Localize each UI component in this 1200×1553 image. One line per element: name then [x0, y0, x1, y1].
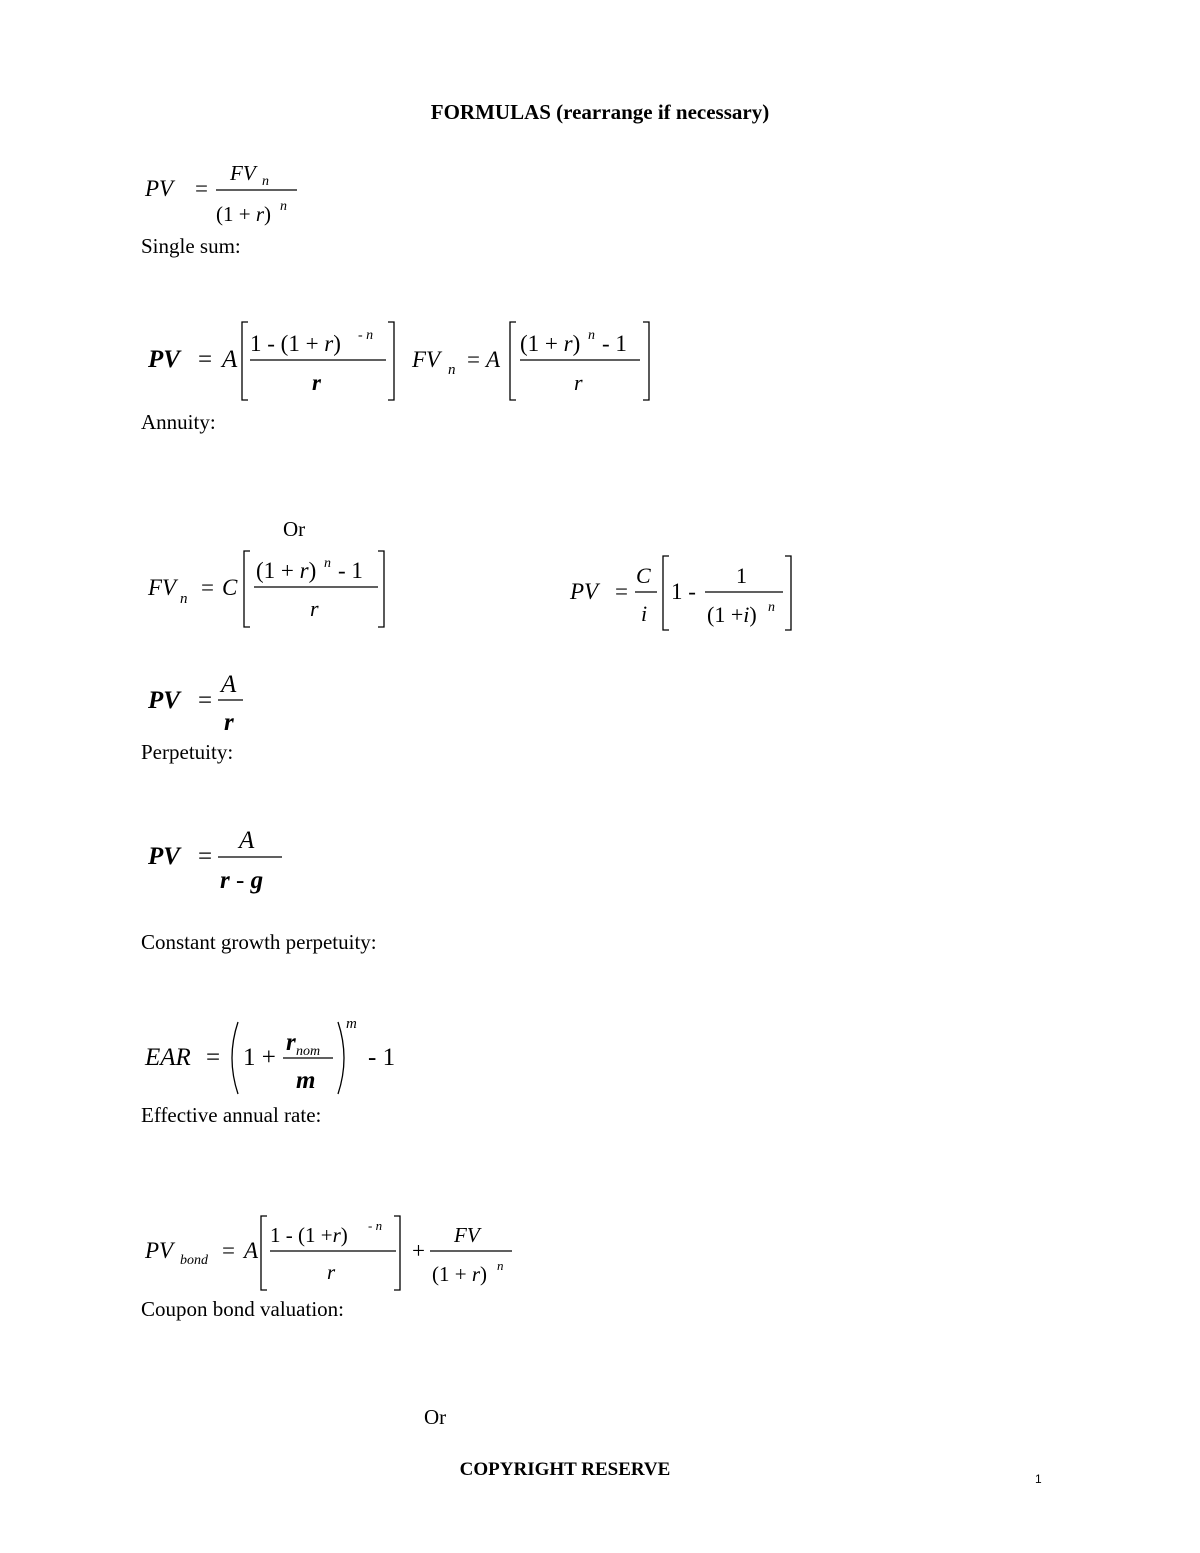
svg-text:1 - (1 + r): 1 - (1 + r): [250, 331, 341, 356]
svg-text:n: n: [588, 328, 595, 343]
formula-ear: [140, 1010, 415, 1105]
svg-text:m: m: [296, 1067, 316, 1094]
svg-text:r: r: [224, 709, 234, 736]
svg-text:=: =: [467, 347, 480, 372]
constant-growth-label: Constant growth perpetuity:: [141, 930, 377, 954]
svg-text:(1 +i): (1 +i): [707, 602, 757, 627]
svg-text:n: n: [262, 174, 269, 189]
svg-text:A: A: [222, 346, 238, 373]
copyright-footer: COPYRIGHT RESERVE: [459, 1459, 671, 1480]
svg-text:=: =: [198, 843, 213, 870]
svg-text:FV: FV: [230, 161, 256, 185]
svg-text:(1 + r): (1 + r): [520, 331, 581, 356]
svg-text:C: C: [222, 575, 238, 600]
svg-text:nom: nom: [296, 1044, 321, 1059]
svg-text:C: C: [636, 563, 651, 588]
svg-text:PV: PV: [145, 176, 174, 201]
formula-fv-annuity-c: [140, 545, 395, 635]
svg-text:PV: PV: [148, 346, 180, 373]
svg-text:n: n: [180, 591, 188, 607]
perpetuity-label: Perpetuity:: [141, 740, 234, 764]
svg-text:=: =: [198, 687, 213, 714]
svg-text:=: =: [222, 1238, 235, 1263]
or-separator: Or: [283, 517, 306, 541]
svg-text:(1 + r): (1 + r): [432, 1262, 488, 1286]
svg-text:=: =: [198, 346, 213, 373]
svg-text:=: =: [201, 575, 214, 600]
svg-text:1 -: 1 -: [671, 579, 696, 604]
svg-text:1 +: 1 +: [243, 1044, 276, 1071]
svg-text:i: i: [641, 601, 648, 626]
svg-text:r: r: [327, 1260, 336, 1284]
svg-text:n: n: [280, 199, 287, 214]
svg-text:=: =: [615, 579, 628, 604]
svg-text:m: m: [346, 1016, 357, 1032]
svg-text:PV: PV: [570, 579, 599, 604]
formula-fv-annuity: [410, 315, 655, 410]
formula-pv-annuity-c: [565, 550, 800, 635]
svg-text:FV: FV: [412, 347, 441, 372]
svg-text:A: A: [221, 671, 237, 698]
svg-text:n: n: [768, 600, 775, 615]
svg-text:+: +: [412, 1238, 425, 1263]
svg-text:PV: PV: [148, 687, 180, 714]
svg-text:n: n: [324, 556, 331, 571]
formula-pv-single-sum: [140, 155, 320, 230]
svg-text:PV: PV: [148, 843, 180, 870]
page-number: 1: [1035, 1472, 1042, 1486]
formula-pv-annuity: [140, 315, 410, 410]
svg-text:r: r: [310, 596, 319, 621]
svg-text:r: r: [574, 370, 583, 395]
svg-text:=: =: [206, 1044, 221, 1071]
svg-text:- 1: - 1: [368, 1044, 396, 1071]
svg-text:r: r: [312, 370, 321, 395]
effective-rate-label: Effective annual rate:: [141, 1103, 322, 1127]
page-title: FORMULAS (rearrange if necessary): [430, 100, 770, 124]
formula-pv-bond: [140, 1210, 525, 1295]
svg-text:A: A: [486, 347, 501, 372]
annuity-label: Annuity:: [141, 410, 216, 434]
svg-text:FV: FV: [148, 575, 177, 600]
or-separator-2: Or: [424, 1405, 447, 1429]
svg-text:(1 + r): (1 + r): [216, 202, 272, 226]
svg-text:n: n: [497, 1258, 504, 1273]
svg-text:- 1: - 1: [602, 331, 627, 356]
svg-text:- 1: - 1: [338, 558, 363, 583]
svg-text:PV: PV: [145, 1238, 174, 1263]
svg-text:1 - (1 +r): 1 - (1 +r): [270, 1223, 348, 1247]
svg-text:A: A: [244, 1238, 259, 1263]
svg-text:(1 + r): (1 + r): [256, 558, 317, 583]
svg-text:EAR: EAR: [145, 1044, 191, 1071]
formula-pv-growth-perpetuity: [140, 820, 300, 900]
svg-text:bond: bond: [180, 1253, 208, 1268]
svg-text:r: r: [286, 1029, 296, 1056]
svg-text:r - g: r - g: [220, 867, 264, 894]
svg-text:FV: FV: [454, 1223, 480, 1247]
formula-pv-perpetuity: [140, 665, 260, 740]
svg-text:n: n: [448, 362, 456, 378]
svg-text:=: =: [195, 176, 208, 201]
svg-text:- n: - n: [368, 1218, 383, 1233]
svg-text:A: A: [239, 827, 255, 854]
coupon-bond-label: Coupon bond valuation:: [141, 1297, 344, 1321]
svg-text:1: 1: [736, 563, 747, 588]
svg-text:- n: - n: [358, 328, 374, 343]
single-sum-label: Single sum:: [141, 234, 241, 258]
